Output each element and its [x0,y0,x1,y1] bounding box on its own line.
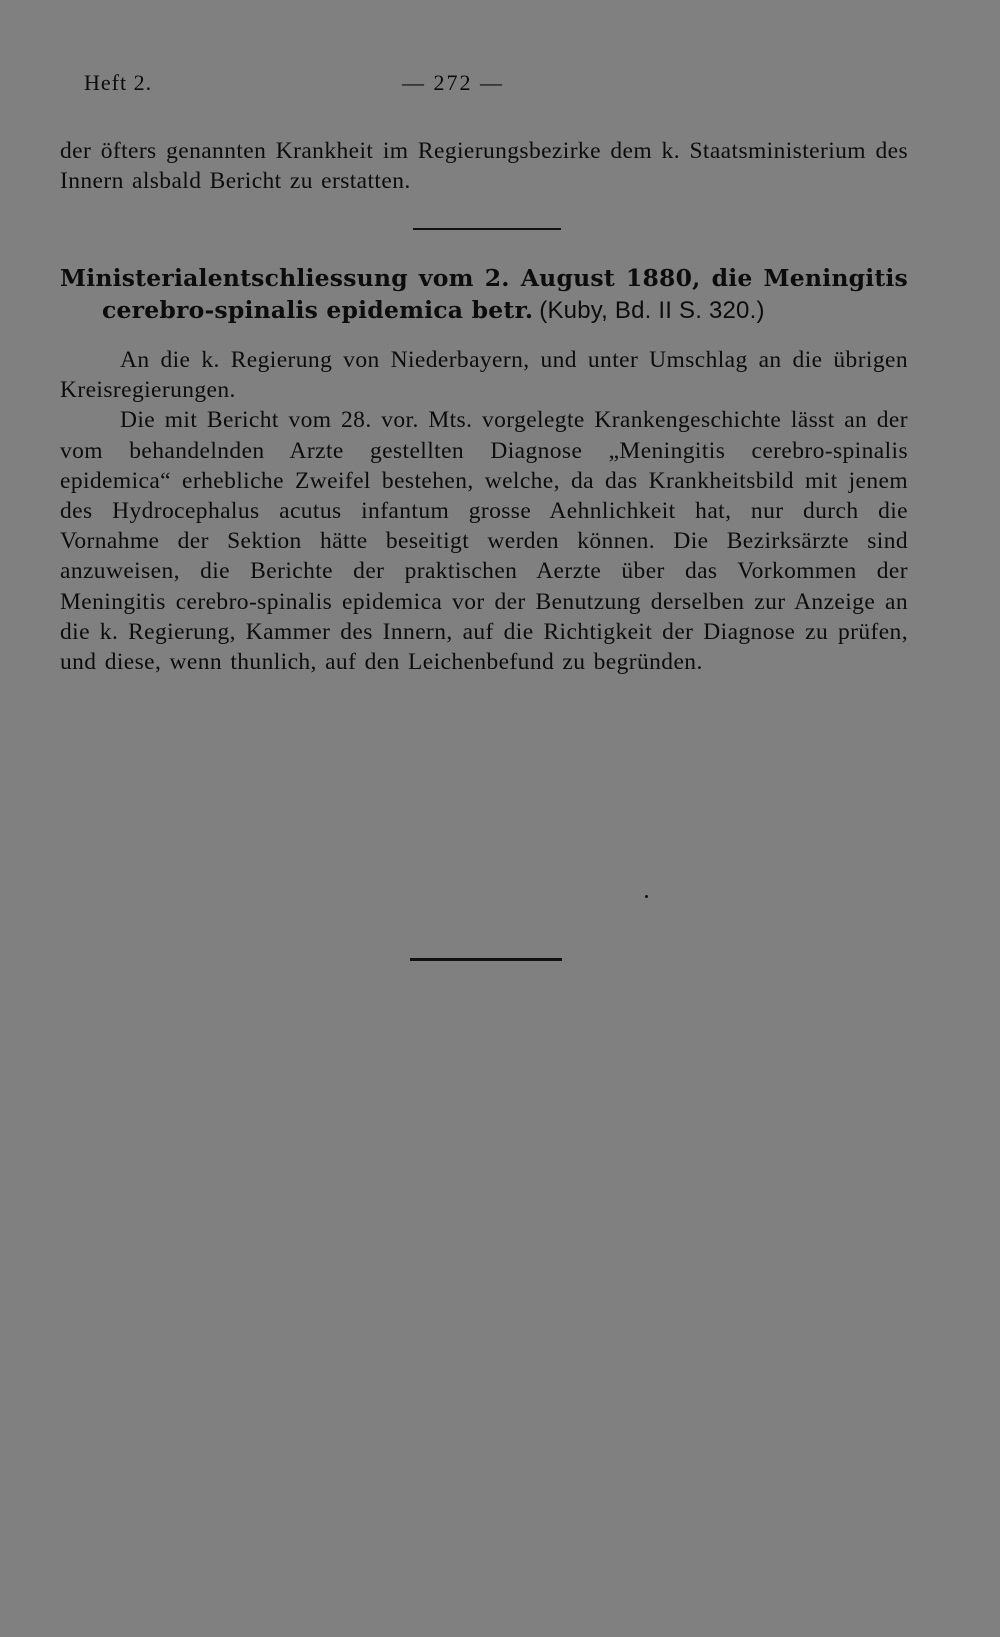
section-heading [60,262,908,327]
heading-reference: (Kuby, Bd. II S. 320.) [539,297,765,324]
continuation-paragraph: der öfters genannten Krankheit im Regierungsbezirke dem k. Staatsministerium des Innern alsbald Bericht zu erstatten. [60,138,908,195]
issue-label: Heft 2. [84,70,153,95]
page-header [84,70,924,110]
page-number: — 272 — [402,70,504,95]
ink-speck [645,895,648,898]
heading-subtitle-bold: cerebro-spinalis epidemica betr. [102,296,534,324]
end-divider [410,958,562,961]
section-divider [413,228,561,230]
address-paragraph: An die k. Regierung von Niederbayern, und unter Umschlag an die übrigen Kreisregierungen. [60,347,908,404]
body-text [60,345,908,677]
heading-subtitle [60,294,908,327]
main-paragraph: Die mit Bericht vom 28. vor. Mts. vorgelegte Krankengeschichte lässt an der vom behandelnden Arzte gestellten Diagnose „Meningitis cerebro-spinalis epidemica“ erhebliche Zweifel bestehen, welche, da das Krankheitsbild mit jenem des Hydrocephalus acutus infantum grosse Aehnlichkeit hat, nur durch die Vornahme der Sektion hätte beseitigt werden können. Die Bezirksärzte sind anzuweisen, die Berichte der praktischen Aerzte über das Vorkommen der Meningitis cerebro-spinalis epidemica vor der Benutzung derselben zur Anzeige an die k. Regierung, Kammer des Innern, auf die Richtigkeit der Diagnose zu prüfen, und diese, wenn thunlich, auf den Leichenbefund zu begründen. [60,407,908,676]
heading-title: Ministerialentschliessung vom 2. August 1880, die Meningitis [60,264,908,292]
